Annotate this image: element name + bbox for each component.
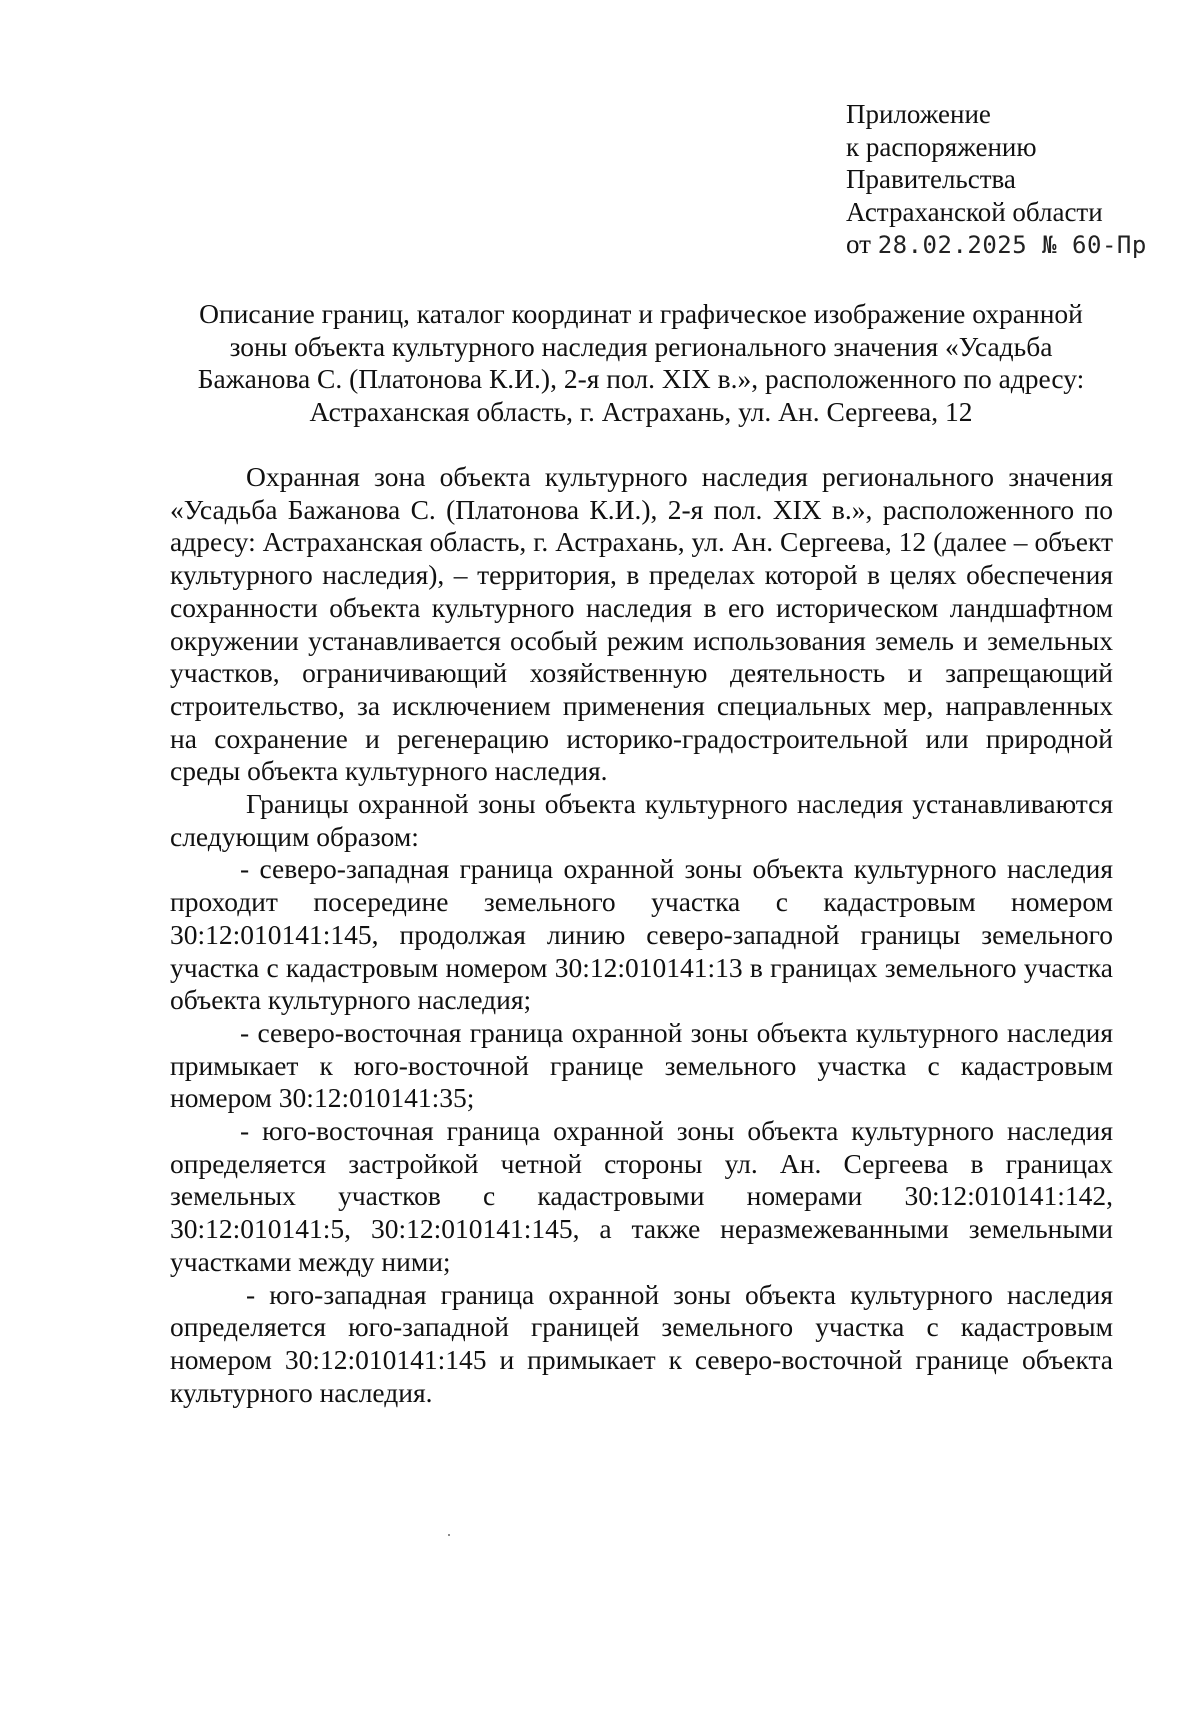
paragraph-northwest-boundary: - северо-западная граница охранной зоны объекта культурного наследия проходит посередине земельного участка с кадастровым номером 30:12:010141:145, продолжая линию северо-западной границы земельного участка с кадастровым номером 30:12:010141:13 в границах земельного участка объекта культурного наследия;: [170, 853, 1113, 1016]
appendix-date-line: [846, 228, 1186, 262]
appendix-date-prefix: от: [846, 229, 871, 259]
paragraph-boundaries-lead: Границы охранной зоны объекта культурного наследия устанавливаются следующим образом:: [170, 788, 1113, 852]
appendix-line-2: к распоряжению: [846, 131, 1037, 162]
document-body: [170, 461, 1113, 1409]
appendix-line-3: Правительства: [846, 164, 1016, 194]
document-title: Описание границ, каталог координат и графическое изображение охранной зоны объекта культурного наследия регионального значения «Усадьба Бажанова С. (Платонова К.И.), 2-я пол. XIX в.», расположенного по адресу: Астраханская область, г. Астрахань, ул. Ан. Сергеева, 12: [197, 298, 1085, 427]
appendix-line-1: Приложение: [846, 99, 991, 129]
appendix-line-4: Астраханской области: [846, 196, 1103, 227]
appendix-date-stamp: 28.02.2025 № 60-Пр: [877, 231, 1147, 259]
paragraph-southeast-boundary: - юго-восточная граница охранной зоны объекта культурного наследия определяется застройкой четной стороны ул. Ан. Сергеева в границах земельных участков с кадастровыми номерами 30:12:010141:142, 30:12:010141:5, 30:12:010141:145, а также неразмежеванными земельными участками между ними;: [170, 1115, 1113, 1277]
scan-speck: [448, 1534, 450, 1536]
paragraph-northeast-boundary: - северо-восточная граница охранной зоны объекта культурного наследия примыкает к юго-восточной границе земельного участка с кадастровым номером 30:12:010141:35;: [170, 1016, 1113, 1114]
paragraph-intro: Охранная зона объекта культурного наследия регионального значения «Усадьба Бажанова С. (Платонова К.И.), 2-я пол. XIX в.», расположенного по адресу: Астраханская область, г. Астрахань, ул. Ан. Сергеева, 12 (далее – объект культурного наследия), – территория, в пределах которой в целях обеспечения сохранности объекта культурного наследия в его историческом ландшафтном окружении устанавливается особый режим использования земель и земельных участков, ограничивающий хозяйственную деятельность и запрещающий строительство, за исключением применения специальных мер, направленных на сохранение и регенерацию историко-градостроительной или природной среды объекта культурного наследия.: [170, 461, 1113, 787]
paragraph-southwest-boundary: - юго-западная граница охранной зоны объекта культурного наследия определяется юго-западной границей земельного участка с кадастровым номером 30:12:010141:145 и примыкает к северо-восточной границе объекта культурного наследия.: [170, 1278, 1113, 1408]
appendix-header: [846, 98, 1186, 262]
